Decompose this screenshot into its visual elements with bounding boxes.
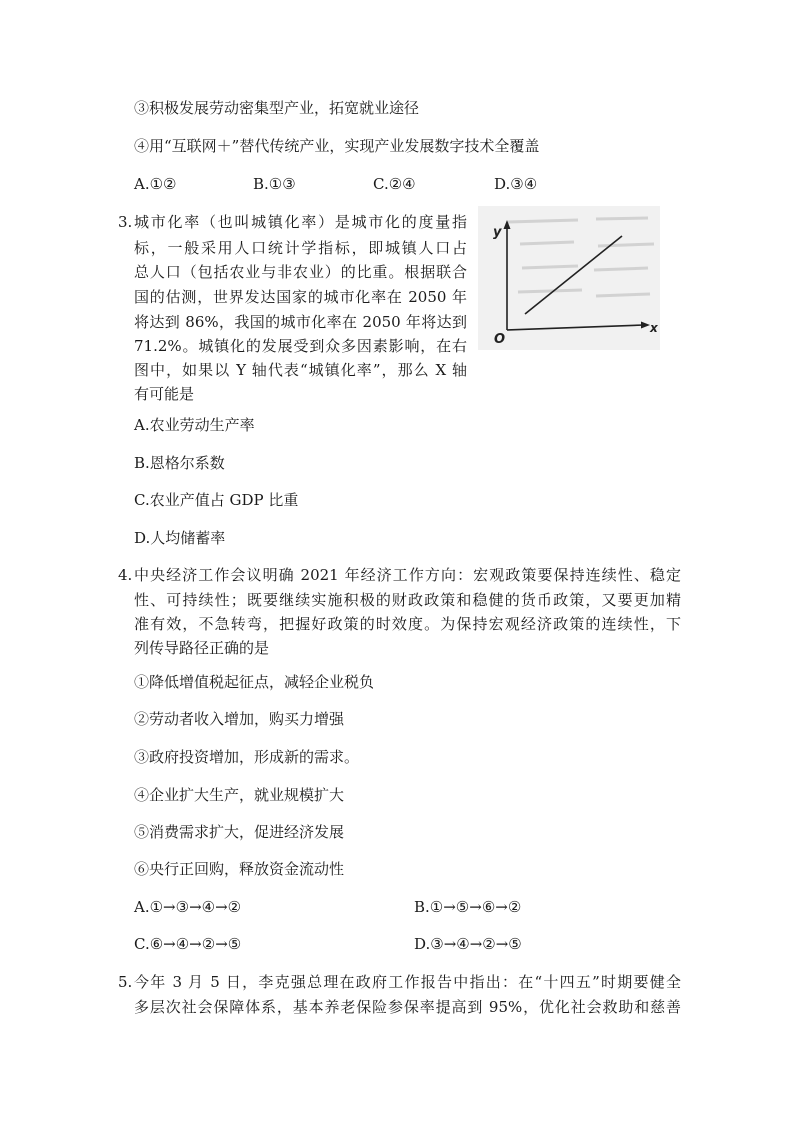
q3-option-c: C.农业产值占 GDP 比重 (134, 491, 299, 509)
q3-option-a: A.农业劳动生产率 (134, 416, 255, 434)
q4-line-1: 中央经济工作会议明确 2021 年经济工作方向：宏观政策要保持连续性、稳定 (134, 566, 681, 584)
q3-line-1: 城市化率（也叫城镇化率）是城市化的度量指 (134, 213, 467, 231)
q4-option-d: D.③→④→②→⑤ (414, 935, 522, 953)
q3-option-b: B.恩格尔系数 (134, 454, 225, 472)
q3-option-d: D.人均储蓄率 (134, 529, 226, 547)
q4-item-3: ③政府投资增加，形成新的需求。 (134, 748, 360, 766)
q4-item-4: ④企业扩大生产，就业规模扩大 (134, 786, 345, 804)
q4-line-4: 列传导路径正确的是 (134, 639, 270, 657)
q3-line-8: 有可能是 (134, 385, 195, 403)
origin-label: O (494, 332, 506, 347)
q3-line-6: 71.2%。城镇化的发展受到众多因素影响，在右 (134, 337, 467, 355)
q3-line-3: 总人口（包括农业与非农业）的比重。根据联合 (134, 263, 467, 281)
q5-number: 5. (118, 973, 133, 991)
q3-number: 3. (118, 213, 133, 231)
q3-line-7: 图中，如果以 Y 轴代表“城镇化率”，那么 X 轴 (134, 361, 467, 379)
q2-option-a: A.①② (134, 175, 177, 193)
q4-item-6: ⑥央行正回购，释放资金流动性 (134, 860, 345, 878)
y-axis-label: y (493, 225, 502, 240)
q5-line-1: 今年 3 月 5 日，李克强总理在政府工作报告中指出：在“十四五”时期要健全 (134, 973, 681, 991)
q5-line-2: 多层次社会保障体系，基本养老保险参保率提高到 95%，优化社会救助和慈善 (134, 998, 681, 1016)
q4-number: 4. (118, 566, 133, 584)
q3-line-5: 将达到 86%，我国的城市化率在 2050 年将达到 (134, 313, 467, 331)
q3-line-4: 国的估测，世界发达国家的城市化率在 2050 年 (134, 288, 467, 306)
q2-option-d: D.③④ (494, 175, 538, 193)
x-axis-label: x (650, 321, 658, 335)
q4-line-3: 准有效，不急转弯，把握好政策的时效度。为保持宏观经济政策的连续性，下 (134, 615, 681, 633)
q4-item-5: ⑤消费需求扩大，促进经济发展 (134, 823, 345, 841)
q2-option-c: C.②④ (373, 175, 416, 193)
q4-item-1: ①降低增值税起征点，减轻企业税负 (134, 673, 375, 691)
q2-option-b: B.①③ (253, 175, 296, 193)
q4-line-2: 性、可持续性；既要继续实施积极的财政政策和稳健的货币政策，又要更加精 (134, 591, 681, 609)
q3-line-2: 标，一般采用人口统计学指标，即城镇人口占 (134, 239, 467, 257)
q3-line-graph (478, 206, 660, 350)
q2-item-3: ③积极发展劳动密集型产业，拓宽就业途径 (134, 99, 420, 117)
q4-option-a: A.①→③→④→② (134, 898, 242, 916)
q4-option-b: B.①→⑤→⑥→② (414, 898, 522, 916)
q4-item-2: ②劳动者收入增加，购买力增强 (134, 710, 345, 728)
q2-item-4: ④用“互联网＋”替代传统产业，实现产业发展数字技术全覆盖 (134, 137, 540, 155)
q4-option-c: C.⑥→④→②→⑤ (134, 935, 242, 953)
